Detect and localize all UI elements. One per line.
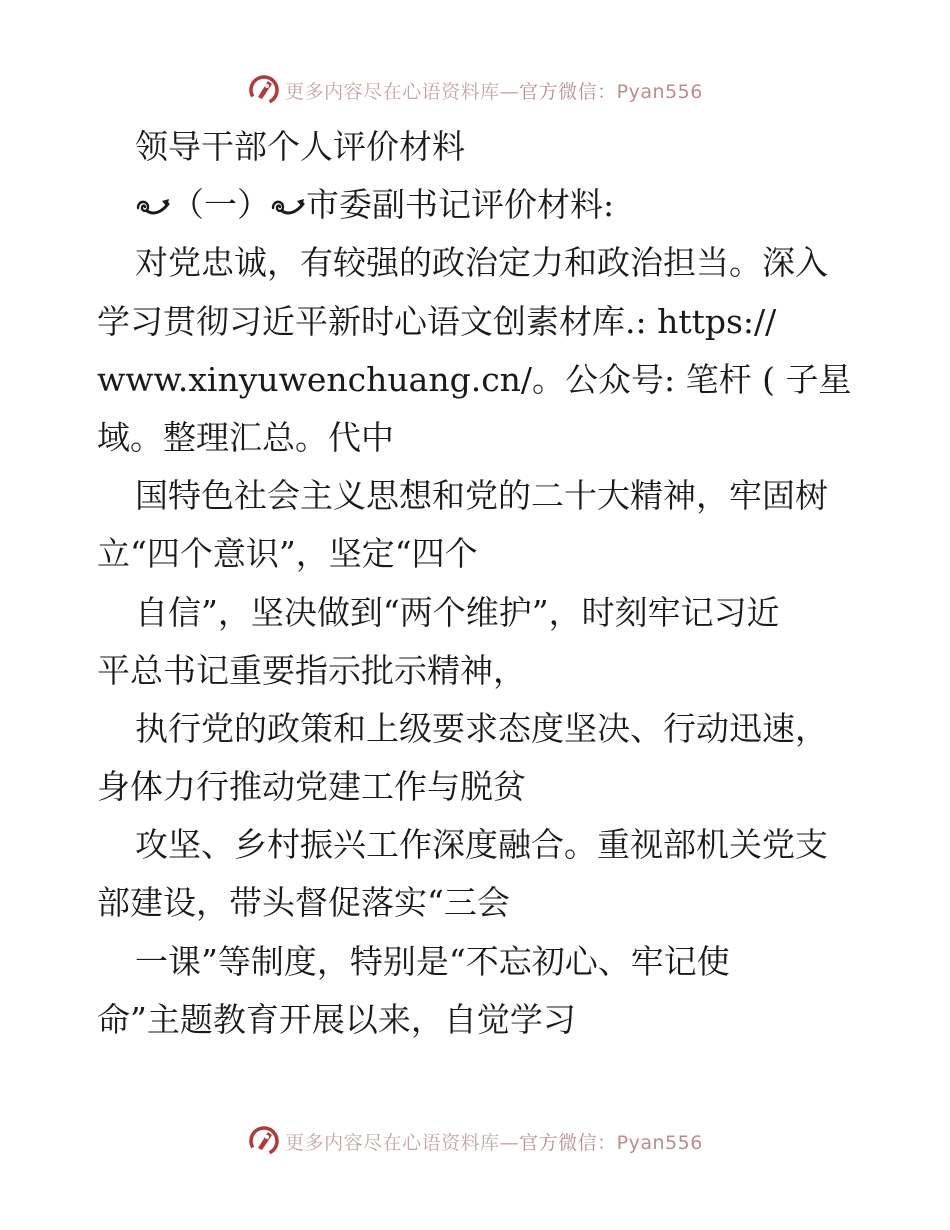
section-heading (97, 176, 857, 234)
banner-text-main: 更多内容尽在心语资料库 (285, 1131, 500, 1154)
banner-text-separator: — (499, 1131, 520, 1154)
swirl-ornament-icon (270, 193, 306, 219)
banner-text-tail: 官方微信：Pyan556 (519, 1131, 703, 1154)
paragraph-line: 一课”等制度，特别是“不忘初心、牢记使 (135, 941, 730, 981)
document-body (97, 118, 857, 1049)
banner-text-separator: — (499, 80, 520, 103)
document-title: 领导干部个人评价材料 (135, 127, 465, 166)
paragraph-line: 命”主题教育开展以来，自觉学习 (97, 999, 576, 1039)
banner-text-tail: 官方微信：Pyan556 (519, 80, 703, 103)
banner-text-main: 更多内容尽在心语资料库 (285, 80, 500, 103)
paragraph-line: 国特色社会主义思想和党的二十大精神，牢固树 (135, 476, 828, 516)
paragraph-line: www.xinyuwenchuang.cn/。公众号: 笔杆 ( 子星 (97, 359, 852, 399)
paragraph-line: 对党忠诚，有较强的政治定力和政治担当。深入 (135, 243, 828, 283)
section-number: （一） (171, 185, 270, 225)
paragraph-line: 立“四个意识”，坚定“四个 (97, 534, 478, 574)
paragraph-line: 域。整理汇总。代中 (97, 417, 394, 457)
paragraph-line: 部建设，带头督促落实“三会 (97, 883, 510, 923)
footer-watermark-banner (0, 1121, 950, 1161)
paragraph-line: 身体力行推动党建工作与脱贫 (97, 767, 526, 807)
pen-nib-logo-icon (247, 73, 281, 107)
pen-nib-logo-icon (247, 1124, 281, 1158)
paragraph-line: 执行党的政策和上级要求态度坚决、行动迅速， (135, 708, 828, 748)
paragraph-line: 自信”，坚决做到“两个维护”，时刻牢记习近 (135, 592, 780, 632)
section-title: 市委副书记评价材料: (306, 185, 615, 225)
paragraph-line: 平总书记重要指示批示精神， (97, 650, 526, 690)
banner-text (285, 77, 703, 104)
swirl-ornament-icon (135, 193, 171, 219)
header-watermark-banner (0, 70, 950, 110)
paragraph-line: 学习贯彻习近平新时心语文创素材库.: https:// (97, 301, 777, 341)
paragraph-line: 攻坚、乡村振兴工作深度融合。重视部机关党支 (135, 825, 828, 865)
banner-text (285, 1128, 703, 1155)
